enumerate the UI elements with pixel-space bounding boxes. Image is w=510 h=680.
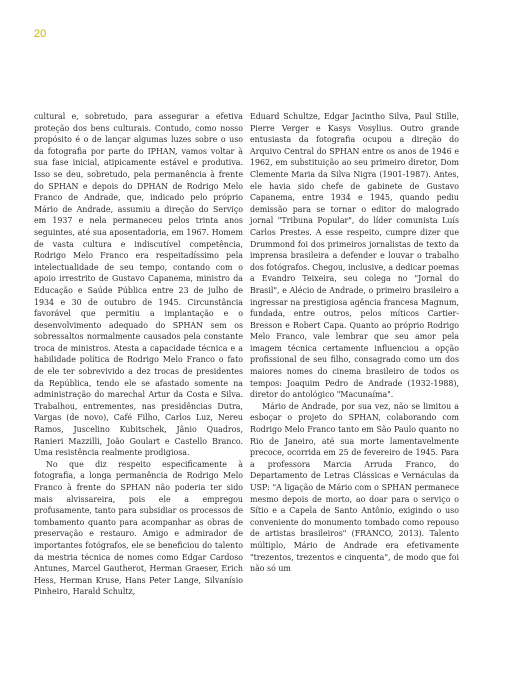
body-paragraph: Eduard Schultze, Edgar Jacintho Silva, Paul Stille, Pierre Verger e Kasys Vosylius. Outro grande entusiasta da fotografia ocupou a direção do Arquivo Central do SPHAN entre os anos de 1946 e 1962, em substituição ao seu primeiro diretor, Dom Clemente Maria da Silva Nigra (1901-1987). Antes, ele havia sido chefe de gabinete de Gustavo Capanema, entre 1934 e 1945, quando pediu demissão para se tornar o editor do malogrado jornal "Tribuna Popular", do líder comunista Luís Carlos Prestes. A esse respeito, cumpre dizer que Drummond foi dos primeiros jornalistas de texto da imprensa brasileira a defender e louvar o trabalho dos fotógrafos. Chegou, inclusive, a dedicar poemas a Evandro Teixeira, seu colega no "Jornal do Brasil", e Alécio de Andrade, o primeiro brasileiro a ingressar na prestigiosa agência francesa Magnum, fundada, entre outros, pelos míticos Cartier-Bresson e Robert Capa. Quanto ao próprio Rodrigo Melo Franco, vale lembrar que seu amor pela imagem técnica certamente influenciou a opção profissional de seu filho, consagrado como um dos maiores nomes do cinema brasileiro de todos os tempos: Joaquim Pedro de Andrade (1932-1988), diretor do antológico "Macunaíma". bbox=[250, 112, 459, 400]
body-paragraph: No que diz respeito especificamente à fotografia, a longa permanência de Rodrigo Melo Franco à frente do SPHAN não poderia ter sido mais alvissareira, pois ele a empregou profusamente, tanto para subsidiar os processos de tombamento quanto para acompanhar as obras de preservação e restauro. Amigo e admirador de importantes fotógrafos, ele se beneficiou do talento da mestria técnica de nomes como Edgar Cardoso Antunes, Marcel Gautherot, Herman Graeser, Erich Hess, Herman Kruse, Hans Peter Lange, Silvanísio Pinheiro, Harald Schultz, bbox=[34, 459, 243, 597]
page-number: 20 bbox=[34, 28, 47, 40]
text-column-right bbox=[250, 111, 459, 575]
body-paragraph: Mário de Andrade, por sua vez, não se limitou a esboçar o projeto do SPHAN, colaborando com Rodrigo Melo Franco tanto em São Paulo quanto no Rio de Janeiro, até sua morte lamentavelmente precoce, ocorrida em 25 de fevereiro de 1945. Para a professora Marcia Arruda Franco, do Departamento de Letras Clássicas e Vernáculas da USP: "A ligação de Mário com o SPHAN permanece mesmo depois de morto, ao doar para o serviço o Sítio e a Capela de Santo Antônio, exigindo o uso conveniente do monumento tombado como repouso de artistas brasileiros" (FRANCO, 2013). Talento múltiplo, Mário de Andrade era efetivamente "trezentos, trezentos e cinquenta", de modo que foi não só um bbox=[250, 401, 459, 574]
body-paragraph: cultural e, sobretudo, para assegurar a efetiva proteção dos bens culturais. Contudo, como nosso propósito é o de lançar algumas luzes sobre o uso da fotografia por parte do IPHAN, vamos voltar à sua fase inicial, atipicamente estável e produtiva. Isso se deu, sobretudo, pela permanência à frente do SPHAN e depois do DPHAN de Rodrigo Melo Franco de Andrade, que, indicado pelo próprio Mário de Andrade, assumiu a direção do Serviço em 1937 e nela permaneceu pelos trinta anos seguintes, até sua aposentadoria, em 1967. Homem de vasta cultura e indiscutível competência, Rodrigo Melo Franco era respeitadíssimo pela intelectualidade de seu tempo, contando com o apoio irrestrito de Gustavo Capanema, ministro da Educação e Saúde Pública entre 23 de julho de 1934 e 30 de outubro de 1945. Circunstância favorável que permitiu a implantação e o desenvolvimento adequado do SPHAN sem os sobressaltos normalmente causados pela constante troca de ministros. Atesta a capacidade técnica e a habilidade política de Rodrigo Melo Franco o fato de ele ter sobrevivido a dez trocas de presidentes da República, tendo ele se afastado somente na administração do marechal Artur da Costa e Silva. Trabalhou, entrementes, nas presidências Dutra, Vargas (de novo), Café Filho, Carlos Luz, Nereu Ramos, Juscelino Kubitschek, Jânio Quadros, Ranieri Mazzilli, João Goulart e Castello Branco. Uma resistência realmente prodigiosa. bbox=[34, 112, 243, 458]
text-column-left bbox=[34, 111, 243, 598]
